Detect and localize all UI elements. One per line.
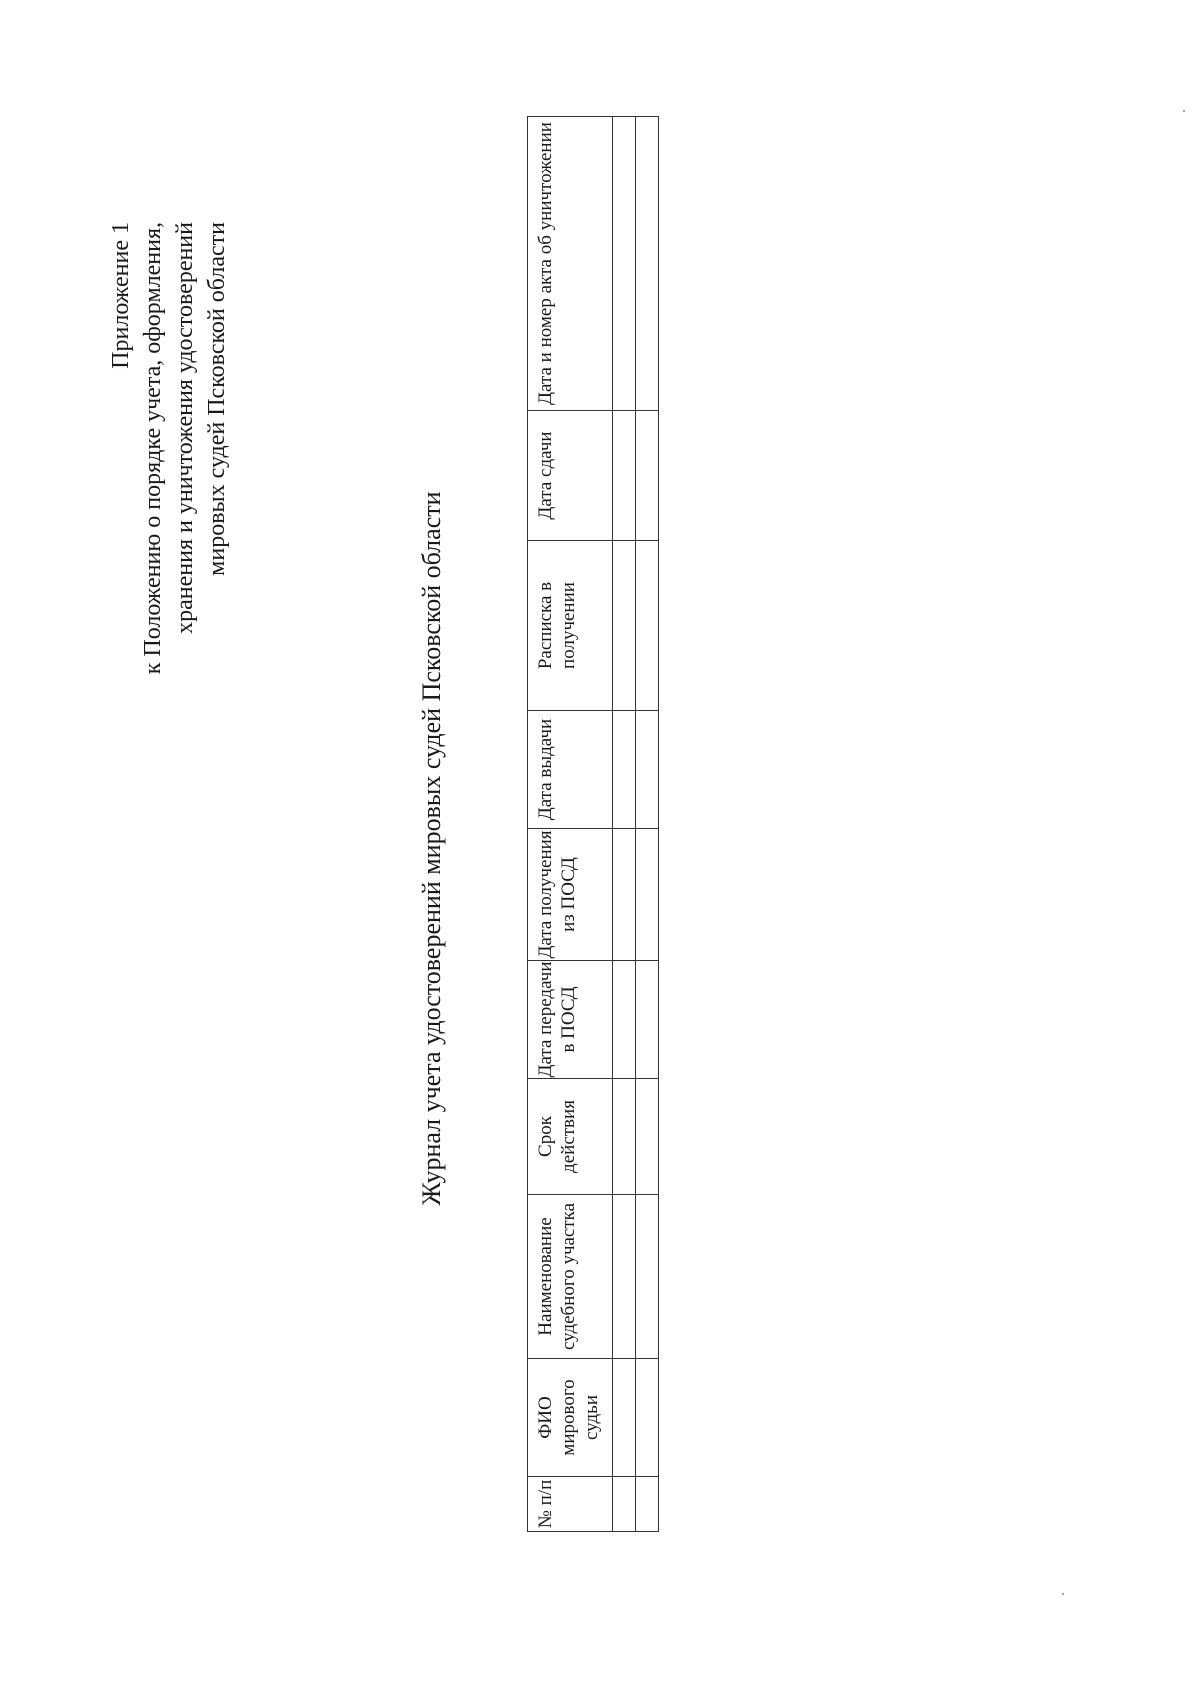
header-return-date: Дата сдачи (528, 411, 613, 541)
journal-table (527, 116, 659, 1532)
table-cell (636, 1079, 659, 1195)
table-cell (636, 411, 659, 541)
header-receipt-date: Дата получения из ПОСД (528, 829, 613, 961)
header-court-district: Наименование судебного участка (528, 1195, 613, 1359)
header-judge-name: ФИО мирового судьи (528, 1359, 613, 1477)
table-row (636, 117, 659, 1532)
header-validity: Срок действия (528, 1079, 613, 1195)
journal-title: Журнал учета удостоверений мировых судей Псковской области (417, 491, 446, 1206)
header-number: № п/п (528, 1477, 613, 1532)
scan-speck (1062, 1593, 1064, 1595)
header-transfer-date: Дата передачи в ПОСД (528, 961, 613, 1079)
table-cell (613, 541, 636, 711)
appendix-line: мировых судей Псковской области (204, 222, 230, 576)
table-cell (613, 117, 636, 411)
scan-speck (1183, 110, 1185, 112)
table-cell (613, 829, 636, 961)
table-cell (613, 1079, 636, 1195)
table-cell (613, 961, 636, 1079)
appendix-line: к Положению о порядке учета, оформления, (140, 222, 166, 675)
table-cell (636, 1477, 659, 1532)
table-cell (636, 961, 659, 1079)
table-cell (636, 1195, 659, 1359)
table-cell (613, 1477, 636, 1532)
appendix-line: хранения и уничтожения удостоверений (172, 222, 198, 634)
appendix-block (105, 222, 233, 1022)
appendix-line: Приложение 1 (108, 222, 134, 369)
table-row (613, 117, 636, 1532)
table-cell (636, 117, 659, 411)
table-cell (613, 711, 636, 829)
table-cell (613, 1359, 636, 1477)
table-cell (636, 541, 659, 711)
header-issue-date: Дата выдачи (528, 711, 613, 829)
table-cell (613, 411, 636, 541)
table-cell (613, 1195, 636, 1359)
header-receipt-signature: Расписка в получении (528, 541, 613, 711)
table-cell (636, 711, 659, 829)
table-header-row (528, 117, 613, 1532)
table-cell (636, 1359, 659, 1477)
table-cell (636, 829, 659, 961)
header-destruction-act: Дата и номер акта об уничтожении (528, 117, 613, 411)
